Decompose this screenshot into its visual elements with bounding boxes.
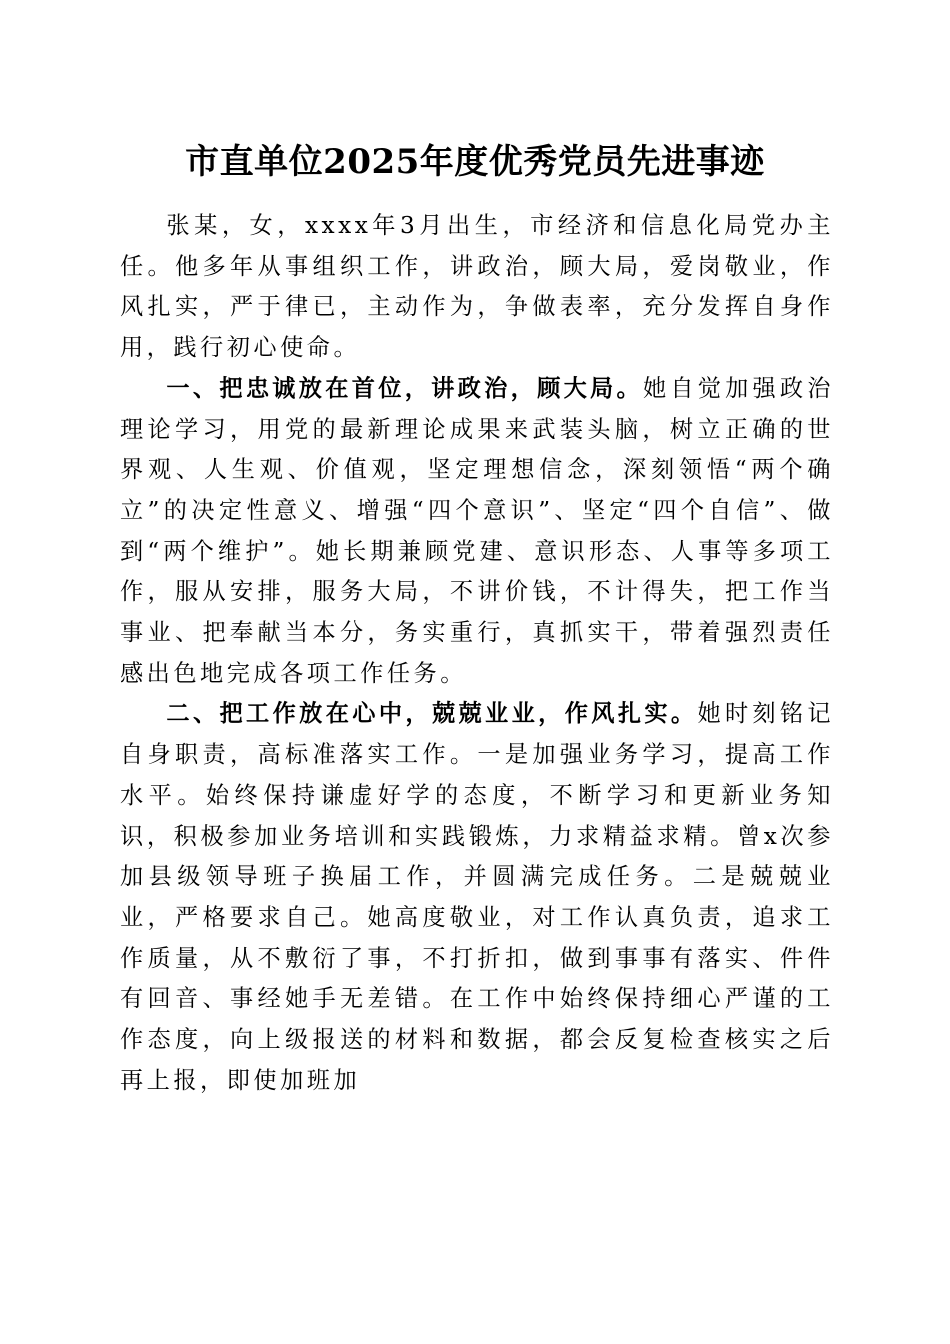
intro-paragraph: 张某，女，xxxx年3月出生，市经济和信息化局党办主任。他多年从事组织工作，讲政治，顾大局，爱岗敬业，作风扎实，严于律已，主动作为，争做表率，充分发挥自身作用，践行初心使命。 xyxy=(120,212,834,362)
section-paragraph-2 xyxy=(120,694,834,1101)
document-title: 市直单位2025年度优秀党员先进事迹 xyxy=(185,142,765,182)
section-heading-1: 一、把忠诚放在首位，讲政治，顾大局。 xyxy=(166,374,644,402)
section-heading-2: 二、把工作放在心中，兢兢业业，作风扎实。 xyxy=(166,700,698,728)
section-text-1: 她自觉加强政治理论学习，用党的最新理论成果来武装头脑，树立正确的世界观、人生观、价值观，坚定理想信念，深刻领悟“两个确立”的决定性意义、增强“四个意识”、坚定“四个自信”、做到“两个维护”。她长期兼顾党建、意识形态、人事等多项工作，服从安排，服务大局，不讲价钱，不计得失，把工作当事业、把奉献当本分，务实重行，真抓实干，带着强烈责任感出色地完成各项工作任务。 xyxy=(120,374,834,687)
document-body xyxy=(120,206,834,1101)
section-paragraph-1 xyxy=(120,369,834,695)
section-text-2: 她时刻铭记自身职责，高标准落实工作。一是加强业务学习，提高工作水平。始终保持谦虚好学的态度，不断学习和更新业务知识，积极参加业务培训和实践锻炼，力求精益求精。曾x次参加县级领导班子换届工作，并圆满完成任务。二是兢兢业业，严格要求自己。她高度敬业，对工作认真负责，追求工作质量，从不敷衍了事，不打折扣，做到事事有落实、件件有回音、事经她手无差错。在工作中始终保持细心严谨的工作态度，向上级报送的材料和数据，都会反复检查核实之后再上报，即使加班加 xyxy=(120,700,835,1094)
